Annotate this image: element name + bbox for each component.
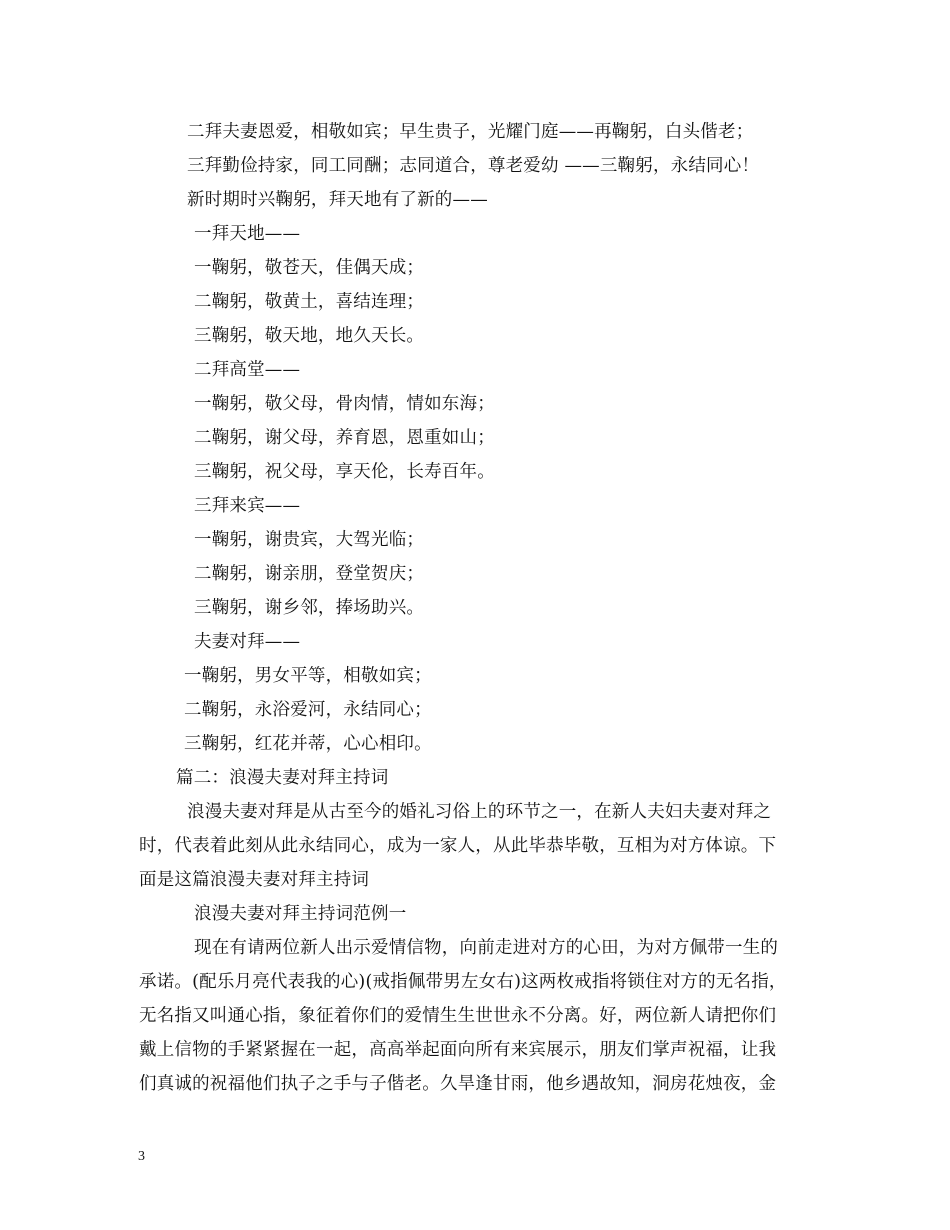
text-line: 新时期时兴鞠躬，拜天地有了新的—— [187, 190, 488, 210]
text-line: 三鞠躬，谢乡邻，捧场助兴。 [194, 598, 425, 618]
section-heading: 三拜来宾—— [194, 496, 301, 516]
text-line: 二鞠躬，谢父母，养育恩，恩重如山； [194, 428, 495, 448]
text-line: 一鞠躬，男女平等，相敬如宾； [184, 666, 432, 686]
page-number: 3 [138, 1149, 145, 1164]
paragraph-line: 时，代表着此刻从此永结同心，成为一家人，从此毕恭毕敬，互相为对方体谅。下 [139, 836, 777, 856]
chapter-title: 篇二：浪漫夫妻对拜主持词 [176, 768, 389, 788]
text-line: 三鞠躬，红花并蒂，心心相印。 [184, 734, 432, 754]
section-heading: 一拜天地—— [194, 224, 301, 244]
text-line: 三拜勤俭持家，同工同酬；志同道合，尊老爱幼 ——三鞠躬，永结同心！ [187, 156, 760, 176]
text-line: 二鞠躬，永浴爱河，永结同心； [184, 700, 432, 720]
example-heading: 浪漫夫妻对拜主持词范例一 [194, 904, 407, 924]
text-line: 三鞠躬，敬天地，地久天长。 [194, 326, 425, 346]
text-line: 三鞠躬，祝父母，享天伦，长寿百年。 [194, 462, 495, 482]
paragraph-line: 承诺。(配乐月亮代表我的心)(戒指佩带男左女右)这两枚戒指将锁住对方的无名指， [139, 972, 787, 992]
text-line: 一鞠躬，敬父母，骨肉情，情如东海； [194, 394, 495, 414]
paragraph-line: 现在有请两位新人出示爱情信物，向前走进对方的心田，为对方佩带一生的 [194, 938, 779, 958]
section-heading: 二拜高堂—— [194, 360, 301, 380]
paragraph-line: 面是这篇浪漫夫妻对拜主持词 [139, 870, 370, 890]
paragraph-line: 们真诚的祝福他们执子之手与子偕老。久旱逢甘雨，他乡遇故知，洞房花烛夜，金 [139, 1074, 777, 1094]
section-heading: 夫妻对拜—— [194, 632, 301, 652]
paragraph-line: 浪漫夫妻对拜是从古至今的婚礼习俗上的环节之一，在新人夫妇夫妻对拜之 [187, 802, 772, 822]
text-line: 二鞠躬，敬黄土，喜结连理； [194, 292, 425, 312]
paragraph-line: 戴上信物的手紧紧握在一起，高高举起面向所有来宾展示，朋友们掌声祝福，让我 [139, 1040, 777, 1060]
text-line: 一鞠躬，敬苍天，佳偶天成； [194, 258, 425, 278]
text-line: 二鞠躬，谢亲朋，登堂贺庆； [194, 564, 425, 584]
text-line: 二拜夫妻恩爱，相敬如宾；早生贵子，光耀门庭——再鞠躬，白头偕老； [187, 122, 754, 142]
text-line: 一鞠躬，谢贵宾，大驾光临； [194, 530, 425, 550]
paragraph-line: 无名指又叫通心指，象征着你们的爱情生生世世永不分离。好，两位新人请把你们 [139, 1006, 777, 1026]
